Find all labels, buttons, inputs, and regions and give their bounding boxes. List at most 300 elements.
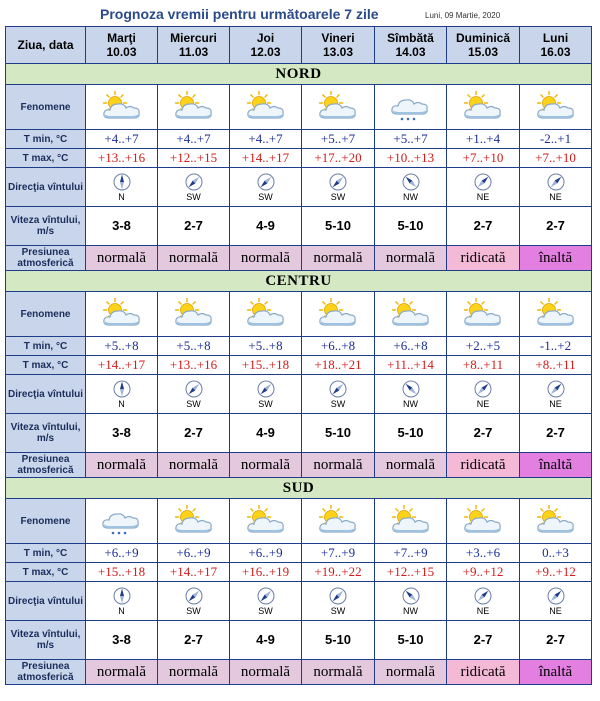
tmax-row	[6, 563, 592, 582]
header-row	[6, 27, 592, 64]
title-bar	[0, 4, 600, 26]
wind-speed-cell	[86, 414, 158, 453]
wind-speed-value: 5-10	[324, 218, 352, 233]
phenomena-cell	[230, 85, 302, 130]
wind-direction-compass-icon	[402, 380, 420, 398]
wind-direction-indicator	[86, 173, 157, 202]
wind-speed-cell	[158, 414, 230, 453]
wind-direction-indicator	[230, 173, 301, 202]
wind-direction-row	[6, 168, 592, 207]
tmin-value: +3..+6	[465, 545, 501, 560]
pressure-cell	[230, 453, 302, 478]
tmin-cell	[158, 337, 230, 356]
wind-speed-value: 5-10	[324, 425, 352, 440]
tmax-value: +13..+16	[97, 150, 146, 165]
day-date: 13.03	[322, 45, 354, 59]
wind-speed-cell	[375, 207, 447, 246]
tmax-value: +12..+15	[386, 564, 435, 579]
row-label-tmin: T min, °C	[6, 544, 86, 563]
pressure-cell	[302, 660, 375, 685]
pressure-cell	[302, 246, 375, 271]
tmax-value: +8..+11	[535, 357, 576, 372]
pressure-value: normală	[96, 250, 147, 266]
issue-date: Luni, 09 Martie, 2020	[425, 11, 501, 20]
tmin-row	[6, 337, 592, 356]
pressure-cell	[520, 453, 592, 478]
pressure-cell	[375, 453, 447, 478]
day-header	[447, 27, 520, 64]
wind-direction-compass-icon	[257, 587, 275, 605]
tmax-cell	[158, 563, 230, 582]
day-name: Sîmbătă	[387, 31, 434, 45]
tmax-value: +7..+10	[535, 150, 576, 165]
wind-speed-cell	[158, 621, 230, 660]
wind-direction-cell	[158, 582, 230, 621]
row-label-wind-dir: Direcţia vîntului	[6, 168, 86, 207]
tmin-value: +5..+8	[104, 338, 139, 353]
wind-direction-value: NW	[403, 605, 418, 616]
wind-speed-value: 2-7	[546, 425, 565, 440]
row-label-wind-dir: Direcţia vîntului	[6, 375, 86, 414]
tmax-value: +10..+13	[386, 150, 435, 165]
wind-direction-cell	[230, 582, 302, 621]
wind-speed-cell	[86, 207, 158, 246]
wind-speed-cell	[520, 621, 592, 660]
wind-direction-value: SW	[330, 398, 346, 409]
wind-direction-value: NW	[403, 191, 418, 202]
sun-cloud-icon	[243, 505, 289, 537]
tmax-value: +11..+14	[387, 357, 434, 372]
region-title: NORD	[6, 64, 592, 85]
tmax-cell	[158, 149, 230, 168]
tmax-cell	[520, 563, 592, 582]
pressure-value: normală	[96, 664, 147, 680]
tmax-cell	[230, 149, 302, 168]
wind-direction-indicator	[302, 173, 374, 202]
day-name: Vineri	[321, 31, 355, 45]
pressure-row	[6, 660, 592, 685]
wind-direction-cell	[520, 375, 592, 414]
wind-speed-cell	[447, 621, 520, 660]
wind-speed-value: 2-7	[184, 218, 203, 233]
pressure-cell	[158, 453, 230, 478]
wind-direction-indicator	[375, 380, 446, 409]
pressure-value: ridicată	[460, 457, 506, 473]
phenomena-cell	[158, 292, 230, 337]
wind-direction-value: SW	[258, 398, 273, 409]
wind-direction-compass-icon	[329, 380, 347, 398]
day-name: Miercuri	[170, 31, 217, 45]
tmax-cell	[447, 563, 520, 582]
wind-speed-cell	[86, 621, 158, 660]
wind-direction-compass-icon	[329, 587, 347, 605]
tmin-cell	[375, 130, 447, 149]
tmin-value: +4..+7	[176, 131, 211, 146]
wind-direction-compass-icon	[402, 173, 420, 191]
day-name: Joi	[256, 31, 275, 45]
row-label-wind-speed: Viteza vîntului, m/s	[6, 621, 86, 660]
phenomena-cell	[302, 292, 375, 337]
wind-direction-compass-icon	[474, 173, 492, 191]
wind-speed-value: 3-8	[112, 218, 131, 233]
wind-direction-compass-icon	[113, 380, 131, 398]
tmin-cell	[86, 544, 158, 563]
tmin-value: +6..+9	[248, 545, 283, 560]
tmax-cell	[375, 563, 447, 582]
wind-speed-value: 2-7	[473, 218, 493, 233]
phenomena-cell	[520, 499, 592, 544]
day-name: Duminică	[455, 31, 510, 45]
phenomena-cell	[302, 499, 375, 544]
wind-direction-compass-icon	[547, 173, 565, 191]
sun-cloud-icon	[460, 298, 506, 330]
wind-direction-indicator	[230, 587, 301, 616]
sun-cloud-icon	[388, 505, 434, 537]
wind-direction-value: NE	[549, 605, 562, 616]
wind-speed-cell	[375, 414, 447, 453]
tmin-value: +6..+9	[176, 545, 211, 560]
wind-direction-indicator	[158, 587, 229, 616]
tmin-value: -2..+1	[539, 131, 572, 146]
wind-direction-cell	[520, 582, 592, 621]
tmax-row	[6, 356, 592, 375]
sun-cloud-icon	[388, 298, 434, 330]
tmin-cell	[158, 130, 230, 149]
tmin-cell	[447, 130, 520, 149]
sun-cloud-icon	[315, 91, 361, 123]
sun-cloud-icon	[243, 91, 289, 123]
tmin-cell	[447, 544, 520, 563]
wind-direction-value: SW	[186, 191, 201, 202]
sun-cloud-icon	[99, 298, 145, 330]
day-header	[86, 27, 158, 64]
pressure-cell	[86, 453, 158, 478]
day-header	[302, 27, 375, 64]
phenomena-cell	[447, 499, 520, 544]
tmin-value: +4..+7	[248, 131, 283, 146]
day-date: 16.03	[540, 45, 571, 59]
wind-direction-compass-icon	[547, 380, 565, 398]
tmin-row	[6, 130, 592, 149]
row-label-tmax: T max, °C	[6, 356, 86, 375]
pressure-cell	[375, 246, 447, 271]
phenomena-cell	[375, 292, 447, 337]
tmax-value: +15..+18	[97, 564, 146, 579]
tmin-value: +7..+9	[393, 545, 428, 560]
wind-speed-value: 2-7	[184, 632, 203, 647]
wind-direction-cell	[86, 582, 158, 621]
sun-cloud-icon	[460, 91, 506, 123]
tmin-cell	[230, 337, 302, 356]
row-label-wind-dir: Direcţia vîntului	[6, 582, 86, 621]
tmax-value: +17..+20	[314, 150, 362, 165]
pressure-cell	[520, 660, 592, 685]
pressure-cell	[520, 246, 592, 271]
tmin-value: +2..+5	[465, 338, 501, 353]
tmin-cell	[302, 130, 375, 149]
pressure-cell	[302, 453, 375, 478]
tmax-value: +14..+17	[169, 564, 218, 579]
sun-cloud-icon	[533, 298, 579, 330]
tmax-cell	[158, 356, 230, 375]
tmax-cell	[230, 563, 302, 582]
wind-speed-cell	[375, 621, 447, 660]
wind-direction-indicator	[447, 587, 519, 616]
wind-speed-cell	[302, 414, 375, 453]
wind-direction-indicator	[375, 587, 446, 616]
pressure-value: normală	[313, 664, 363, 680]
tmax-value: +9..+12	[535, 564, 576, 579]
wind-speed-cell	[520, 414, 592, 453]
wind-speed-value: 2-7	[473, 425, 493, 440]
tmin-value: +5..+7	[393, 131, 428, 146]
pressure-value: normală	[240, 664, 291, 680]
pressure-value: ridicată	[460, 250, 506, 266]
tmin-value: +7..+9	[320, 545, 356, 560]
row-label-tmax: T max, °C	[6, 563, 86, 582]
phenomena-cell	[375, 85, 447, 130]
wind-speed-value: 3-8	[112, 425, 131, 440]
wind-speed-value: 4-9	[256, 425, 275, 440]
tmin-cell	[520, 337, 592, 356]
tmax-cell	[520, 356, 592, 375]
pressure-cell	[86, 246, 158, 271]
tmin-cell	[230, 130, 302, 149]
phenomena-cell	[158, 85, 230, 130]
wind-direction-cell	[158, 168, 230, 207]
tmax-cell	[302, 563, 375, 582]
sun-cloud-icon	[315, 505, 361, 537]
pressure-value: normală	[168, 457, 219, 473]
row-label-phenomena: Fenomene	[6, 499, 86, 544]
tmax-row	[6, 149, 592, 168]
pressure-cell	[447, 246, 520, 271]
forecast-table	[5, 26, 592, 685]
wind-direction-indicator	[520, 587, 591, 616]
pressure-row	[6, 246, 592, 271]
phenomena-cell	[375, 499, 447, 544]
wind-direction-compass-icon	[257, 173, 275, 191]
day-date: 10.03	[106, 45, 137, 59]
tmax-value: +19..+22	[314, 564, 362, 579]
wind-speed-value: 4-9	[256, 218, 275, 233]
pressure-value: normală	[385, 250, 436, 266]
tmax-cell	[302, 356, 375, 375]
phenomena-cell	[447, 292, 520, 337]
pressure-cell	[158, 246, 230, 271]
day-name: Marţi	[107, 31, 136, 45]
sun-cloud-icon	[533, 91, 579, 123]
wind-direction-compass-icon	[474, 587, 492, 605]
wind-speed-cell	[520, 207, 592, 246]
phenomena-row	[6, 85, 592, 130]
wind-direction-value: SW	[330, 605, 346, 616]
phenomena-cell	[86, 292, 158, 337]
tmax-cell	[86, 563, 158, 582]
wind-direction-compass-icon	[329, 173, 347, 191]
day-name: Luni	[542, 31, 569, 45]
pressure-value: normală	[313, 457, 363, 473]
wind-direction-value: NW	[403, 398, 418, 409]
wind-direction-cell	[520, 168, 592, 207]
wind-direction-compass-icon	[113, 587, 131, 605]
pressure-cell	[375, 660, 447, 685]
tmax-cell	[375, 356, 447, 375]
day-date: 15.03	[467, 45, 499, 59]
wind-direction-indicator	[447, 380, 519, 409]
sun-cloud-icon	[171, 91, 217, 123]
row-label-tmin: T min, °C	[6, 337, 86, 356]
phenomena-cell	[520, 292, 592, 337]
wind-direction-cell	[86, 168, 158, 207]
wind-speed-cell	[302, 207, 375, 246]
wind-direction-indicator	[86, 380, 157, 409]
wind-direction-cell	[302, 375, 375, 414]
phenomena-cell	[230, 499, 302, 544]
tmin-cell	[520, 544, 592, 563]
wind-direction-cell	[230, 168, 302, 207]
wind-speed-cell	[230, 621, 302, 660]
row-label-phenomena: Fenomene	[6, 85, 86, 130]
wind-direction-value: SW	[186, 398, 201, 409]
tmax-cell	[375, 149, 447, 168]
wind-speed-value: 2-7	[546, 632, 565, 647]
tmax-cell	[86, 356, 158, 375]
tmin-value: +6..+8	[393, 338, 428, 353]
pressure-value: normală	[168, 250, 219, 266]
phenomena-cell	[86, 85, 158, 130]
wind-direction-cell	[375, 582, 447, 621]
wind-direction-value: N	[118, 605, 125, 616]
phenomena-cell	[86, 499, 158, 544]
sun-cloud-icon	[171, 298, 217, 330]
wind-speed-value: 2-7	[184, 425, 203, 440]
pressure-value: normală	[385, 457, 436, 473]
wind-direction-value: NE	[476, 605, 490, 616]
tmax-cell	[230, 356, 302, 375]
phenomena-cell	[230, 292, 302, 337]
wind-direction-indicator	[375, 173, 446, 202]
tmin-cell	[302, 544, 375, 563]
tmin-value: +6..+8	[320, 338, 356, 353]
sun-cloud-icon	[243, 298, 289, 330]
wind-direction-value: N	[118, 191, 125, 202]
row-label-pressure: Presiunea atmosferică	[6, 453, 86, 478]
tmin-row	[6, 544, 592, 563]
row-label-tmin: T min, °C	[6, 130, 86, 149]
wind-direction-indicator	[447, 173, 519, 202]
phenomena-cell	[158, 499, 230, 544]
wind-direction-indicator	[302, 380, 374, 409]
wind-direction-cell	[447, 582, 520, 621]
wind-direction-indicator	[158, 380, 229, 409]
day-header	[230, 27, 302, 64]
tmin-cell	[302, 337, 375, 356]
wind-direction-indicator	[520, 380, 591, 409]
tmax-value: +14..+17	[97, 357, 146, 372]
pressure-cell	[158, 660, 230, 685]
wind-direction-row	[6, 582, 592, 621]
row-label-phenomena: Fenomene	[6, 292, 86, 337]
day-date: 11.03	[178, 45, 209, 59]
wind-speed-value: 4-9	[256, 632, 275, 647]
pressure-cell	[447, 453, 520, 478]
pressure-value: ridicată	[460, 664, 506, 680]
wind-speed-value: 3-8	[112, 632, 131, 647]
pressure-value: normală	[168, 664, 219, 680]
cloud-light-rain-icon	[99, 505, 145, 537]
pressure-value: înaltă	[538, 664, 573, 680]
wind-speed-cell	[158, 207, 230, 246]
wind-direction-cell	[375, 168, 447, 207]
pressure-value: normală	[313, 250, 363, 266]
tmax-value: +13..+16	[169, 357, 218, 372]
row-label-pressure: Presiunea atmosferică	[6, 660, 86, 685]
tmax-value: +8..+11	[462, 357, 504, 372]
pressure-value: înaltă	[538, 250, 573, 266]
wind-direction-value: NE	[476, 398, 490, 409]
wind-direction-value: SW	[330, 191, 346, 202]
phenomena-row	[6, 292, 592, 337]
wind-speed-row	[6, 207, 592, 246]
wind-direction-value: SW	[186, 605, 201, 616]
wind-speed-value: 5-10	[397, 632, 424, 647]
wind-direction-cell	[158, 375, 230, 414]
wind-speed-cell	[447, 207, 520, 246]
wind-speed-row	[6, 414, 592, 453]
wind-direction-value: SW	[258, 605, 273, 616]
sun-cloud-icon	[315, 298, 361, 330]
tmin-cell	[447, 337, 520, 356]
wind-direction-value: N	[118, 398, 125, 409]
tmin-cell	[158, 544, 230, 563]
tmin-cell	[520, 130, 592, 149]
tmax-cell	[86, 149, 158, 168]
tmax-cell	[447, 149, 520, 168]
wind-direction-compass-icon	[185, 587, 203, 605]
wind-speed-value: 2-7	[546, 218, 565, 233]
wind-speed-row	[6, 621, 592, 660]
tmax-value: +7..+10	[462, 150, 504, 165]
region-row	[6, 271, 592, 292]
region-row	[6, 64, 592, 85]
wind-direction-cell	[447, 168, 520, 207]
region-title: CENTRU	[6, 271, 592, 292]
wind-direction-cell	[86, 375, 158, 414]
row-label-tmax: T max, °C	[6, 149, 86, 168]
row-label-wind-speed: Viteza vîntului, m/s	[6, 414, 86, 453]
wind-direction-indicator	[86, 587, 157, 616]
wind-direction-indicator	[158, 173, 229, 202]
wind-direction-compass-icon	[547, 587, 565, 605]
day-date-label: Ziua, data	[6, 27, 86, 64]
wind-direction-row	[6, 375, 592, 414]
tmax-value: +16..+19	[241, 564, 290, 579]
wind-direction-compass-icon	[257, 380, 275, 398]
tmin-cell	[375, 337, 447, 356]
tmin-value: +1..+4	[465, 131, 501, 146]
wind-speed-value: 5-10	[397, 425, 424, 440]
wind-direction-compass-icon	[185, 380, 203, 398]
tmin-value: +6..+9	[104, 545, 139, 560]
tmin-cell	[86, 130, 158, 149]
pressure-cell	[230, 246, 302, 271]
wind-direction-compass-icon	[474, 380, 492, 398]
wind-direction-indicator	[230, 380, 301, 409]
tmin-value: +5..+8	[176, 338, 211, 353]
sun-cloud-icon	[99, 91, 145, 123]
pressure-cell	[230, 660, 302, 685]
